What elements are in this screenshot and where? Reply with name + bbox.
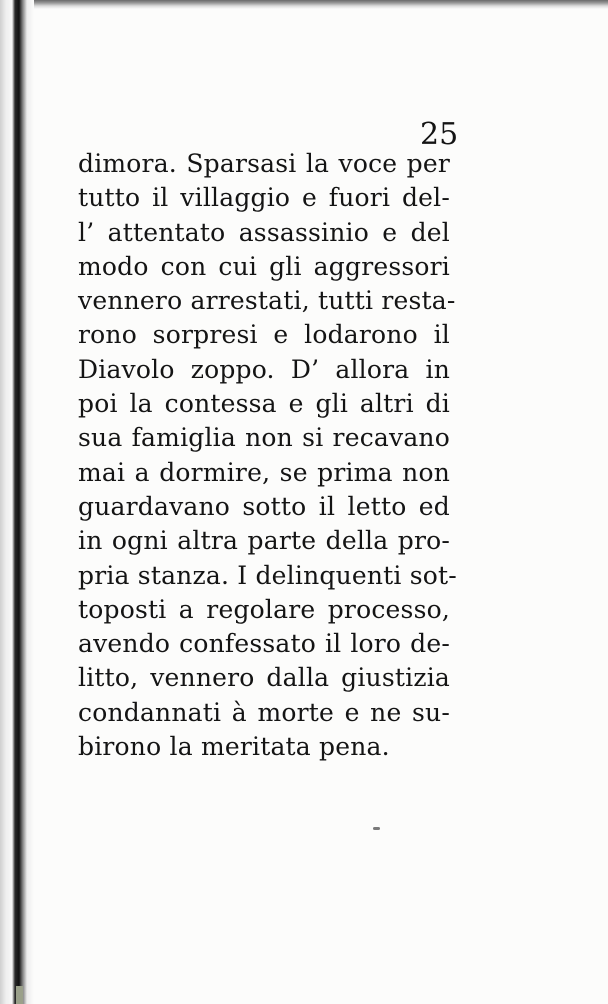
page-top-edge	[0, 0, 608, 9]
ink-speck	[373, 827, 380, 830]
book-spine-gutter	[0, 0, 34, 1004]
text-line: dimora. Sparsasi la voce per	[78, 149, 450, 178]
text-line: mai a dormire, se prima non	[78, 457, 450, 487]
text-line: modo con cui gli aggressori	[78, 251, 450, 281]
text-line: l’ attentato assassinio e del	[78, 217, 450, 247]
text-line-last: birono la meritata pena.	[78, 732, 390, 762]
text-line: condannati à morte e ne su-	[78, 697, 450, 727]
body-text	[78, 147, 457, 764]
text-line: in ogni altra parte della pro-	[78, 526, 450, 556]
text-line: vennero arrestati, tutti resta-	[78, 286, 456, 316]
text-line: pria stanza. I delinquenti sot-	[78, 560, 457, 590]
text-line: guardavano sotto il letto ed	[78, 491, 450, 521]
text-line: tutto il villaggio e fuori del-	[78, 183, 450, 213]
spine-bottom-mark	[16, 986, 23, 1004]
text-line: litto, vennero dalla giustizia	[78, 663, 450, 693]
text-line: toposti a regolare processo,	[78, 594, 450, 624]
text-line: rono sorpresi e lodarono il	[78, 320, 450, 350]
text-line: avendo confessato il loro de-	[78, 629, 450, 659]
text-line: Diavolo zoppo. D’ allora in	[78, 354, 450, 384]
text-line: poi la contessa e gli altri di	[78, 389, 450, 419]
text-line: sua famiglia non si recavano	[78, 423, 450, 453]
page-number: 25	[420, 117, 459, 152]
